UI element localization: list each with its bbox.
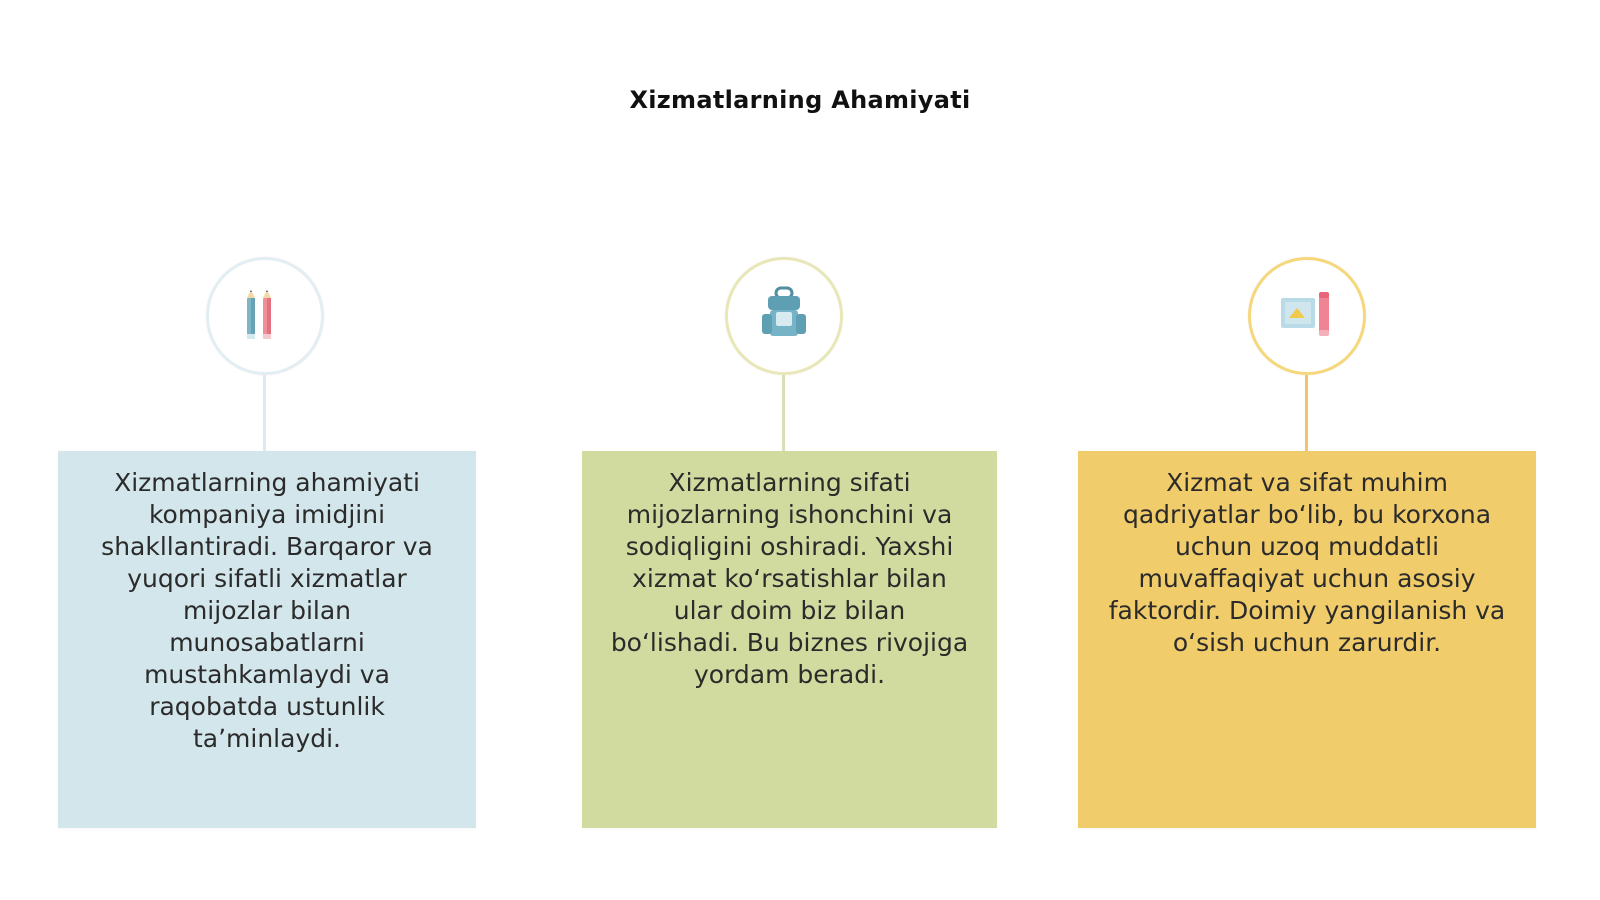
pencils-icon bbox=[233, 282, 297, 350]
page-title: Xizmatlarning Ahamiyati bbox=[629, 86, 971, 114]
connector-line-1 bbox=[263, 375, 266, 451]
icon-circle-2 bbox=[725, 257, 843, 375]
info-card-2 bbox=[582, 451, 997, 828]
info-card-1 bbox=[58, 451, 476, 828]
icon-circle-3 bbox=[1248, 257, 1366, 375]
connector-line-2 bbox=[782, 375, 785, 451]
backpack-icon bbox=[752, 282, 816, 350]
card-text: Xizmatlarning sifati mijozlarning ishonchini va sodiqligini oshiradi. Yaxshi xizmat koʻrsatishlar bilan ular doim biz bilan boʻlishadi. Bu biznes rivojiga yordam beradi. bbox=[610, 468, 969, 689]
card-text: Xizmat va sifat muhim qadriyatlar boʻlib, bu korxona uchun uzoq muddatli muvaffaqiyat uchun asosiy faktordir. Doimiy yangilanish va oʻsish uchun zarurdir. bbox=[1108, 468, 1506, 657]
icon-circle-1 bbox=[206, 257, 324, 375]
info-card-3 bbox=[1078, 451, 1536, 828]
card-text: Xizmatlarning ahamiyati kompaniya imidjini shakllantiradi. Barqaror va yuqori sifatli xizmatlar mijozlar bilan munosabatlarni mustahkamlaydi va raqobatda ustunlik taʼminlaydi. bbox=[101, 468, 433, 753]
connector-line-3 bbox=[1305, 375, 1308, 451]
drawing-board-icon bbox=[1275, 282, 1339, 350]
